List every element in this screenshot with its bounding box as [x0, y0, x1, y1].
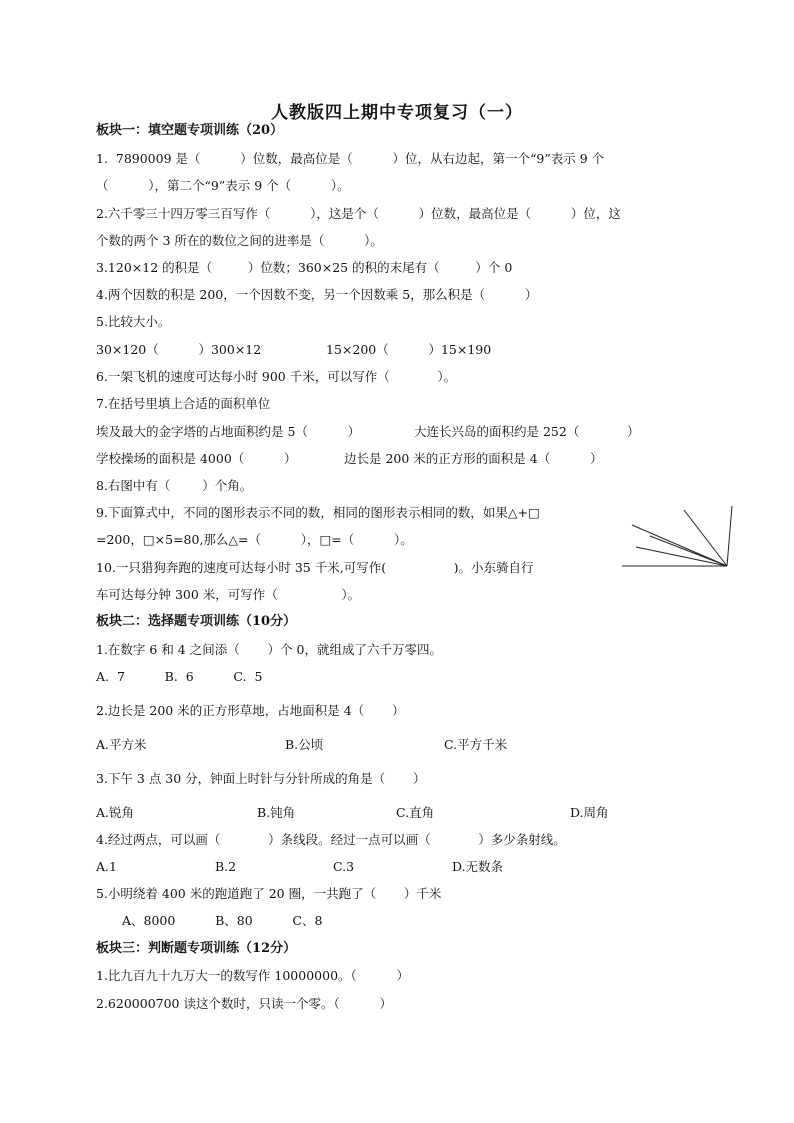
question-line: 1. 7890009 是（ ）位数，最高位是（ ）位，从右边起，第一个“9”表示 9 个	[96, 151, 605, 166]
compare-item: 30×120（ ）300×12	[96, 342, 262, 357]
area-unit-item: 边长是 200 米的正方形的面积是 4（ ）	[344, 451, 603, 466]
area-unit-item: 学校操场的面积是 4000（ ）	[96, 451, 297, 466]
answer-option: B.2	[215, 859, 237, 874]
section-heading-choice: 板块二：选择题专项训练（10分）	[96, 614, 297, 629]
question-line: 4.两个因数的积是 200，一个因数不变，另一个因数乘 5，那么积是（ ）	[96, 287, 538, 302]
answer-option: C.平方千米	[444, 737, 508, 752]
answer-option: A.锐角	[96, 805, 135, 820]
question-line: 5.小明绕着 400 米的跑道跑了 20 圈，一共跑了（ ）千米	[96, 886, 442, 901]
question-line: 1.比九百九十九万大一的数写作 10000000。（ ）	[96, 968, 410, 983]
section-heading-judgment: 板块三：判断题专项训练（12分）	[96, 941, 297, 956]
question-line: 3.下午 3 点 30 分，钟面上时针与分针所成的角是（ ）	[96, 771, 426, 786]
page-title: 人教版四上期中专项复习（一）	[271, 103, 523, 123]
question-line: 2.620000700 读这个数时，只读一个零。（ ）	[96, 996, 392, 1011]
question-line: 个数的两个 3 所在的数位之间的进率是（ ）。	[96, 233, 383, 248]
answer-option: A.1	[96, 859, 117, 874]
section-heading-fill-in: 板块一：填空题专项训练（20）	[96, 123, 284, 138]
answer-option: B.公顷	[285, 737, 324, 752]
area-unit-item: 大连长兴岛的面积约是 252（ ）	[414, 424, 640, 439]
question-line: 9.下面算式中，不同的图形表示不同的数，相同的图形表示相同的数，如果△+□	[96, 505, 540, 520]
question-line: 8.右图中有（ ）个角。	[96, 478, 253, 493]
compare-item: 15×200（ ）15×190	[326, 342, 492, 357]
question-line: 6.一架飞机的速度可达每小时 900 千米，可以写作（ ）。	[96, 369, 457, 384]
answer-option: D.无数条	[452, 859, 504, 874]
answer-option: D.周角	[570, 805, 609, 820]
angle-ray	[727, 506, 732, 566]
question-line: 1.在数字 6 和 4 之间添（ ）个 0，就组成了六千万零四。	[96, 642, 442, 657]
angle-ray	[632, 525, 727, 566]
answer-option: C.3	[333, 859, 355, 874]
question-line: 7.在括号里填上合适的面积单位	[96, 396, 271, 411]
answer-option: A.平方米	[96, 737, 147, 752]
angle-ray	[636, 547, 727, 566]
question-line: 4.经过两点，可以画（ ）条线段。经过一点可以画（ ）多少条射线。	[96, 832, 566, 847]
answer-options: A. 7 B. 6 C. 5	[96, 669, 263, 684]
question-line: 5.比较大小。	[96, 314, 171, 329]
answer-options: A、8000 B、80 C、8	[122, 913, 323, 928]
question-line: =200，□×5=80,那么△=（ ），□=（ ）。	[96, 532, 413, 547]
question-line: 2.边长是 200 米的正方形草地，占地面积是 4（ ）	[96, 703, 405, 718]
question-line: 车可达每分钟 300 米，可写作（ ）。	[96, 587, 361, 602]
area-unit-item: 埃及最大的金字塔的占地面积约是 5（ ）	[96, 424, 361, 439]
question-line: 2.六千零三十四万零三百写作（ ），这是个（ ）位数，最高位是（ ）位，这	[96, 206, 621, 221]
answer-option: C.直角	[396, 805, 435, 820]
question-line: （ ），第二个“9”表示 9 个（ ）。	[96, 178, 350, 193]
question-line: 10.一只猎狗奔跑的速度可达每小时 35 千米,可写作( )。小东骑自行	[96, 560, 534, 575]
answer-option: B.钝角	[257, 805, 296, 820]
angle-figure	[612, 498, 736, 570]
question-line: 3.120×12 的积是（ ）位数；360×25 的积的末尾有（ ）个 0	[96, 260, 513, 275]
